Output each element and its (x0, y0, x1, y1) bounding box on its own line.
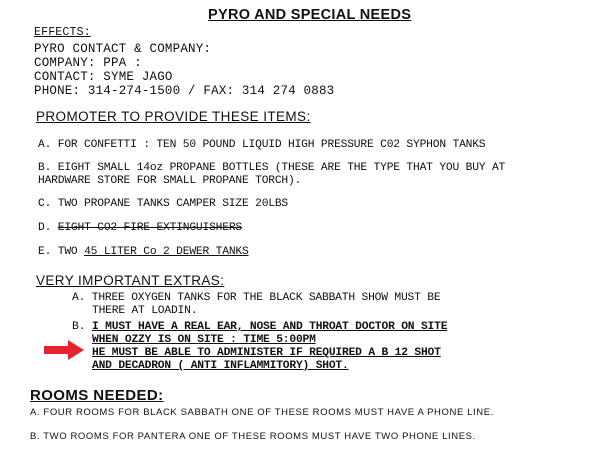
extras-item-b-line4: AND DECADRON ( ANTI INFLAMMITORY) SHOT. (92, 360, 349, 372)
pyro-contact-line: PYRO CONTACT & COMPANY: (34, 42, 212, 56)
extras-heading: VERY IMPORTANT EXTRAS: (36, 273, 225, 288)
promoter-item-d (38, 223, 242, 234)
promoter-item-a: A. FOR CONFETTI : TEN 50 POUND LIQUID HIGH PRESSURE C02 SYPHON TANKS (38, 139, 486, 151)
promoter-item-e (38, 247, 249, 258)
extras-item-b-prefix: B. (72, 321, 86, 333)
phone-fax-line: PHONE: 314-274-1500 / FAX: 314 274 0883 (34, 84, 335, 98)
company-line: COMPANY: PPA : (34, 56, 142, 70)
item-d-struck-text: EIGHT CO2 FIRE EXTINGUISHERS (57, 222, 242, 234)
extras-item-a-line1: A. THREE OXYGEN TANKS FOR THE BLACK SABBATH SHOW MUST BE (72, 292, 441, 304)
page-title: PYRO AND SPECIAL NEEDS (208, 7, 412, 23)
red-arrow-icon (44, 340, 84, 360)
promoter-item-c: C. TWO PROPANE TANKS CAMPER SIZE 20LBS (38, 198, 289, 210)
extras-item-b-line3: HE MUST BE ABLE TO ADMINISTER IF REQUIRED A B 12 SHOT (92, 347, 441, 359)
rooms-item-a: A. FOUR ROOMS FOR BLACK SABBATH ONE OF THESE ROOMS MUST HAVE A PHONE LINE. (30, 407, 494, 418)
contact-name-line: CONTACT: SYME JAGO (34, 70, 173, 84)
promoter-item-b-line1: B. EIGHT SMALL 14oz PROPANE BOTTLES (THESE ARE THE TYPE THAT YOU BUY AT (38, 162, 506, 174)
item-d-prefix: D. (38, 222, 52, 234)
rooms-item-b: B. TWO ROOMS FOR PANTERA ONE OF THESE ROOMS MUST HAVE TWO PHONE LINES. (30, 431, 476, 442)
extras-item-b-line1: I MUST HAVE A REAL EAR, NOSE AND THROAT DOCTOR ON SITE (92, 321, 448, 333)
extras-item-b-line2: WHEN OZZY IS ON SITE : TIME 5:00PM (92, 334, 316, 346)
item-e-underlined-text: 45 LITER Co 2 DEWER TANKS (84, 246, 249, 258)
effects-heading: EFFECTS: (34, 26, 91, 39)
item-e-prefix: E. TWO (38, 246, 78, 258)
extras-item-a-line2: THERE AT LOADIN. (92, 305, 198, 317)
rooms-heading: ROOMS NEEDED: (30, 387, 164, 404)
promoter-heading: PROMOTER TO PROVIDE THESE ITEMS: (36, 109, 311, 124)
promoter-item-b-line2: HARDWARE STORE FOR SMALL PROPANE TORCH). (38, 175, 302, 187)
